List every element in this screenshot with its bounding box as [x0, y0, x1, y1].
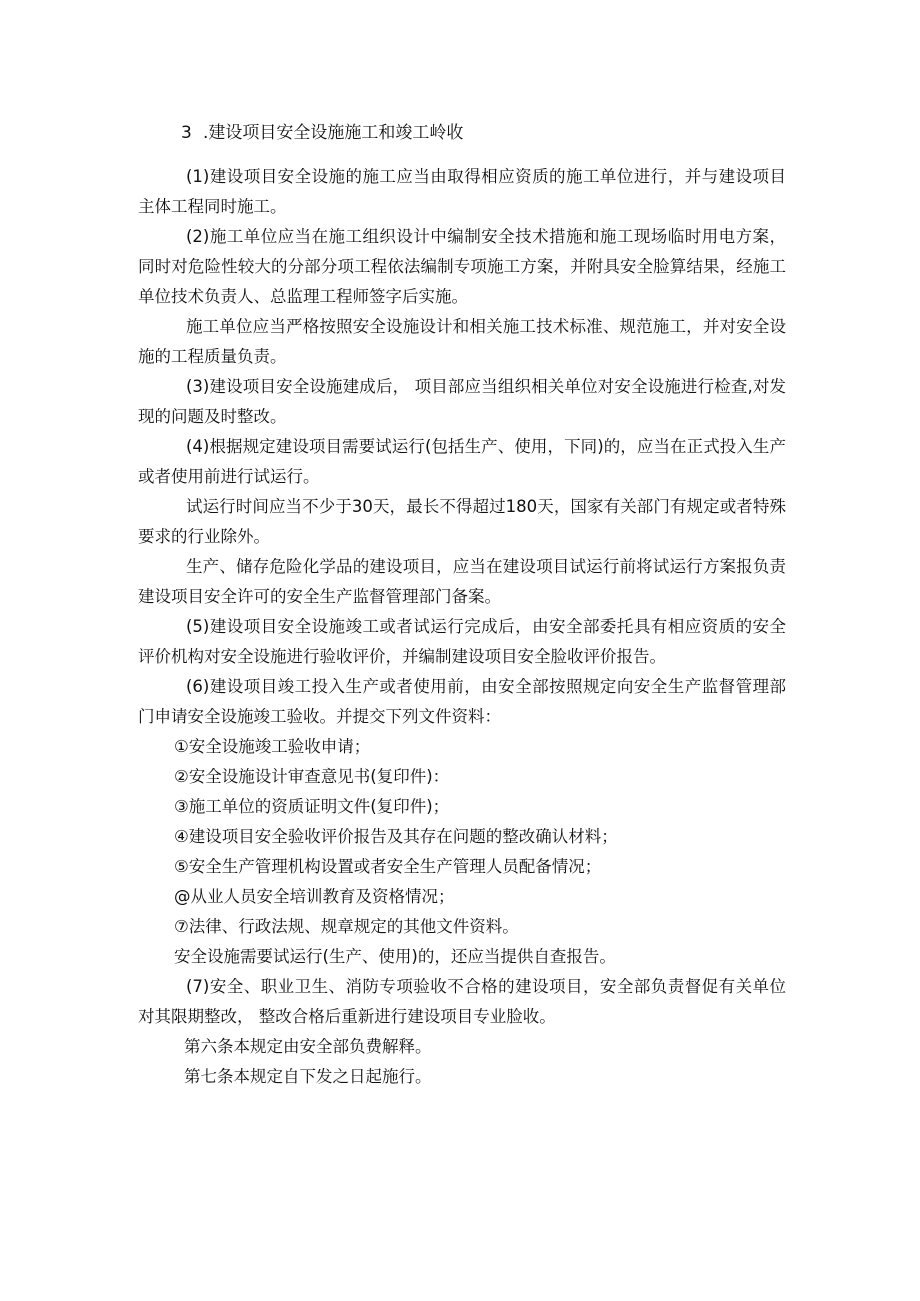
section-title: .建设项目安全设施施工和竣工岭收 [203, 123, 464, 143]
paragraph-2-note: 施工单位应当严格按照安全设施设计和相关施工技术标准、规范施工，并对安全设施的工程质量负责。 [138, 317, 786, 366]
paragraph-1: (1)建设项目安全设施的施工应当由取得相应资质的施工单位进行，并与建设项目主体工程同时施工。 [138, 167, 786, 216]
paragraph-7: (7)安全、职业卫生、消防专项验收不合格的建设项目，安全部负责督促有关单位对其限期整改， 整改合格后重新进行建设项目专业脸收。 [138, 977, 786, 1026]
paragraph-5: (5)建设项目安全设施竣工或者试运行完成后，由安全部委托具有相应资质的安全评价机构对安全设施进行验收评价，并编制建设项目安全脸收评价报告。 [138, 617, 786, 666]
section-number: 3 [181, 123, 192, 143]
document-body [138, 162, 786, 1092]
list-item: @从业人员安全培训教育及资格情况； [174, 887, 455, 906]
paragraph-3: (3)建设项目安全设施建成后， 项目部应当组织相关单位对安全设施进行检查,对发现的问题及时整改。 [138, 377, 786, 426]
list-item: ⑤安全生产管理机构设置或者安全生产管理人员配备情况； [174, 857, 602, 876]
paragraph-4: (4)根据规定建设项目需要试运行(包括生产、使用，下同)的，应当在正式投入生产或者使用前进行试运行。 [138, 437, 786, 486]
list-item: ①安全设施竣工验收申请； [174, 737, 371, 756]
list-item: ⑦法律、行政法规、规章规定的其他文件资料。 [174, 917, 519, 936]
list-item-self-check: 安全设施需要试运行(生产、使用)的，还应当提供自查报告。 [174, 947, 616, 966]
list-item: ②安全设施设计审查意见书(复印件)： [174, 767, 450, 786]
article-six: 第六条本规定由安全部负费解释。 [184, 1037, 432, 1056]
article-seven: 第七条本规定自下发之日起施行。 [184, 1067, 432, 1086]
paragraph-4-duration: 试运行时间应当不少于30天，最长不得超过180天，国家有关部门有规定或者特殊要求的行业除外。 [138, 497, 786, 546]
paragraph-4-hazardous: 生产、储存危险化学品的建设项目，应当在建设项目试运行前将试运行方案报负责建设项目安全许可的安全生产监督管理部门备案。 [138, 557, 786, 606]
section-heading [181, 119, 463, 147]
list-item: ④建设项目安全验收评价报告及其存在问题的整改确认材料； [174, 827, 618, 846]
list-item: ③施工单位的资质证明文件(复印件)； [174, 797, 450, 816]
paragraph-6: (6)建设项目竣工投入生产或者使用前，由安全部按照规定向安全生产监督管理部门申请安全设施竣工验收。并提交下列文件资料： [138, 677, 786, 726]
paragraph-2: (2)施工单位应当在施工组织设计中编制安全技术措施和施工现场临时用电方案，同时对危险性较大的分部分项工程依法编制专项施工方案，并附具安全脸算结果，经施工单位技术负责人、总监理工程师签字后实施。 [138, 227, 786, 306]
